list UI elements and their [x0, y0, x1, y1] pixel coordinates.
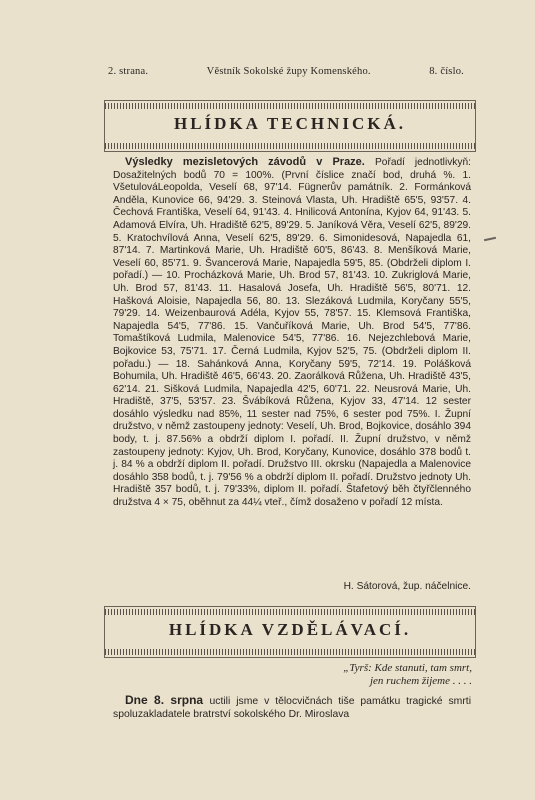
ornament-stripes [105, 609, 475, 615]
article-lead: Výsledky mezisletových závodů v Praze. [125, 156, 375, 168]
ornament-stripes [105, 103, 475, 109]
section-banner-education [104, 606, 476, 658]
education-article [113, 694, 471, 721]
margin-pencil-mark [484, 237, 496, 241]
section-title: HLÍDKA TECHNICKÁ. [173, 114, 407, 133]
motto-line: jen ruchem žijeme . . . . [369, 675, 472, 687]
article-body: Pořadí jednotlivkyň: Dosažitelných bodů 70 = 100%. (První číslice značí bod, druhá %. 1. VšetulováLeopolda, Veselí 68, 97'14. Fügnerův památník. 2. Formánková Anděla, Kunovice 66, 94'29. 3. Steinová Vlasta, Uh. Hradiště 65'5, 93'57. 4. Čechová Františka, Veselí 64, 91'43. 4. Hnilicová Antonína, Kyjov 64, 91'43. 5. Adamová Elvíra, Uh. Hradiště 62'5, 89'29. 5. Janíková Věra, Veselí 62'5, 89'29. 5. Kratochvílová Anna, Veselí 62'5, 89'29. 6. Simonidesová, Napajedla 61, 87'14. 7. Martinková Marie, Uh. Hradiště 60'5, 86'43. 8. Menšíková Marie, Veselí 60, 85'71. 9. Švancerová Marie, Napajedla 59'5, 85. (Obdrželi diplom I. pořadí.) — 10. Procházková Marie, Uh. Brod 57, 81'43. 10. Zukriglová Marie, Uh. Brod 57, 81'43. 11. Hasalová Josefa, Uh. Hradiště 56'5, 80'71. 12. Hašková Aloisie, Napajedla 56, 80. 13. Slezáková Ludmila, Koryčany 55'5, 79'29. 14. Weizenbaurová Adéla, Kyjov 55, 78'57. 15. Klemsová Františka, Napajedla 54'5, 77'86. 15. Vančuříková Marie, Uh. Brod 54'5, 77'86. Tomaštíková Ludmila, Malenovice 54'5, 77'86. 16. Nejezchlebová Marie, Bojkovice 53, 75'71. 17. Černá Ludmila, Kyjov 52'5, 75. (Obdrželi diplom II. pořadu.) — 18. Sahánková Anna, Koryčany 59'5, 72'14. 19. Polášková Bohumila, Uh. Hradiště 46'5, 66'43. 20. Zaorálková Růžena, Uh. Hradiště 43'5, 62'14. 21. Sišková Ludmila, Napajedla 42'5, 60'71. 22. Neusrová Marie, Uh. Hradiště, 37'5, 53'57. 23. Švábíková Růžena, Kyjov 33, 47'14. 12 sester dosáhlo výsledku nad 85%, 11 sester nad 75%, 6 sester pod 75%. I. Župní družstvo, v němž zastoupeny jednoty: Veselí, Uh. Brod, Bojkovice, dosáhlo 394 body, t. j. 87.56% a obdrží diplom I. pořadí. II. Župní družstvo, v němž zastoupeny jednoty: Kyjov, Uh. Brod, Koryčany, Kunovice, dosáhlo 378 bodů t. j. 84 % a obdrží diplom II. pořadí. Družstvo III. okrsku (Napajedla a Malenovice dosáhlo 358 bodů, t. j. 79'56 % a obdrží diplom II. pořadí. Družstvo jednoty Uh. Hradiště 357 bodů, t. j. 79'33%, diplom II. pořadí. Štafetový běh čtyřčlenného družstva 4 × 75, oběhnut za 44¼ vteř., čímž dosaženo v pořadí 12 místa. [113, 157, 471, 509]
article-lead: Dne 8. srpna [125, 693, 210, 707]
running-head [108, 66, 464, 77]
article-body: uctili jsme v tělocvičnách tiše památku tragické smrti spoluzakladatele bratrství sokolského Dr. Miroslava [113, 696, 471, 720]
motto-line: „Tyrš: Kde stanuti, tam smrt, [343, 662, 472, 674]
technical-article [113, 156, 471, 510]
section-banner-technical [104, 100, 476, 152]
section-title: HLÍDKA VZDĚLÁVACÍ. [168, 620, 412, 639]
publication-title: Věstník Sokolské župy Komenského. [206, 66, 371, 77]
ornament-stripes [105, 649, 475, 655]
page-number: 2. strana. [108, 66, 149, 77]
issue-number: 8. číslo. [429, 66, 464, 77]
article-signature: H. Sátorová, žup. náčelnice. [343, 581, 471, 592]
motto-quote [300, 662, 472, 688]
ornament-stripes [105, 143, 475, 149]
